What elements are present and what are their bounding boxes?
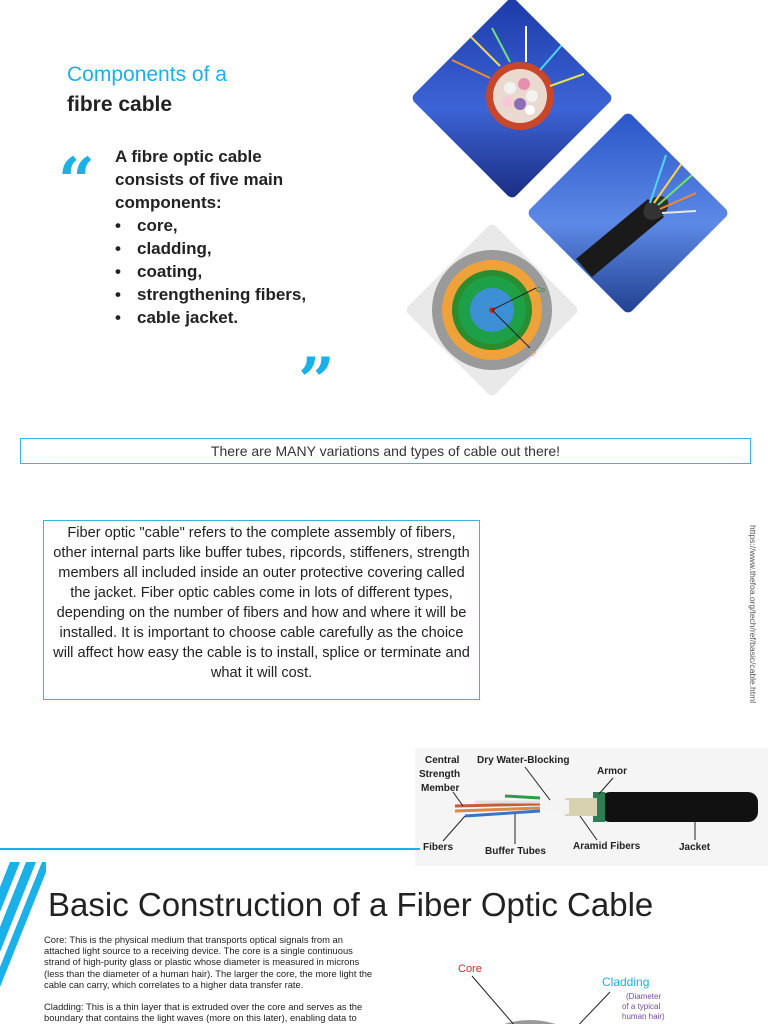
label-aramid-fibers: Aramid Fibers xyxy=(573,841,641,852)
core-cladding-diagram xyxy=(430,954,768,1024)
diagram-cladding-note-1: (Diameter xyxy=(626,992,662,1001)
label-fibers: Fibers xyxy=(423,842,454,853)
source-url xyxy=(748,525,760,725)
label-armor: Armor xyxy=(597,766,628,777)
component-item: • cable jacket. xyxy=(115,306,315,329)
cladding-description: Cladding: This is a thin layer that is extruded over the core and serves as the boundary that contains the light waves (more on this later), enabling data to xyxy=(44,1001,363,1024)
quote-block xyxy=(115,145,315,329)
slide-basic-construction xyxy=(0,850,768,1024)
quote-intro: A fibre optic cable consists of five main components: xyxy=(115,147,284,212)
label-central-line2: Strength xyxy=(419,769,461,780)
cable-construction-photo xyxy=(415,748,768,866)
component-list xyxy=(115,214,315,329)
label-central-line3: Member xyxy=(421,783,460,794)
decorative-stripes-icon xyxy=(0,862,46,992)
diagram-cladding-note-3: human hair) xyxy=(622,1012,665,1021)
cross-section-diagram xyxy=(404,222,579,397)
diagram-cladding-label: Cladding xyxy=(602,975,650,989)
label-dry-water-blocking: Dry Water-Blocking xyxy=(477,755,570,766)
open-quote-icon: “ xyxy=(58,144,95,219)
label-central-line1: Central xyxy=(425,755,460,766)
slide-title-line2: fibre cable xyxy=(67,93,173,116)
close-quote-icon: ” xyxy=(298,344,335,419)
diagram-core-label: Core xyxy=(458,963,482,975)
diagram-strength-label: St xyxy=(530,351,537,358)
diagram-core-label: Co xyxy=(536,287,545,294)
slide-components xyxy=(0,0,768,480)
slide-title: Basic Construction of a Fiber Optic Cable xyxy=(48,886,654,923)
diagram-cladding-note-2: of a typical xyxy=(622,1002,661,1011)
core-description: Core: This is the physical medium that transports optical signals from an attached light source to a receiving device. The core is a single continuous strand of high-purity glass or plastic whose diameter is measured in microns (less than the diameter of a human hair). The larger the core, the more light the cable can carry, which correlates to a higher data transfer rate. xyxy=(44,934,373,990)
variations-banner: There are MANY variations and types of cable out there! xyxy=(20,438,751,464)
component-item: • cladding, xyxy=(115,237,315,260)
component-item: • coating, xyxy=(115,260,315,283)
label-buffer-tubes: Buffer Tubes xyxy=(485,846,546,857)
component-item: • strengthening fibers, xyxy=(115,283,315,306)
label-jacket: Jacket xyxy=(679,842,711,853)
cable-definition-box: Fiber optic "cable" refers to the complete assembly of fibers, other internal parts like buffer tubes, ripcords, stiffeners, strength members all included inside an outer protective covering called the jacket. Fiber optic cables come in lots of different types, depending on the number of fibers and how and where it will be installed. It is important to choose cable carefully as the choice will affect how easy the cable is to install, splice or terminate and what it will cost. xyxy=(43,520,480,700)
slide-cable-definition xyxy=(0,480,768,857)
slide-title-line1: Components of a xyxy=(67,63,227,86)
component-item: • core, xyxy=(115,214,315,237)
source-url-text: https://www.thefoa.org/tech/ref/basic/cable.html xyxy=(748,525,758,704)
construction-text xyxy=(44,934,379,1024)
